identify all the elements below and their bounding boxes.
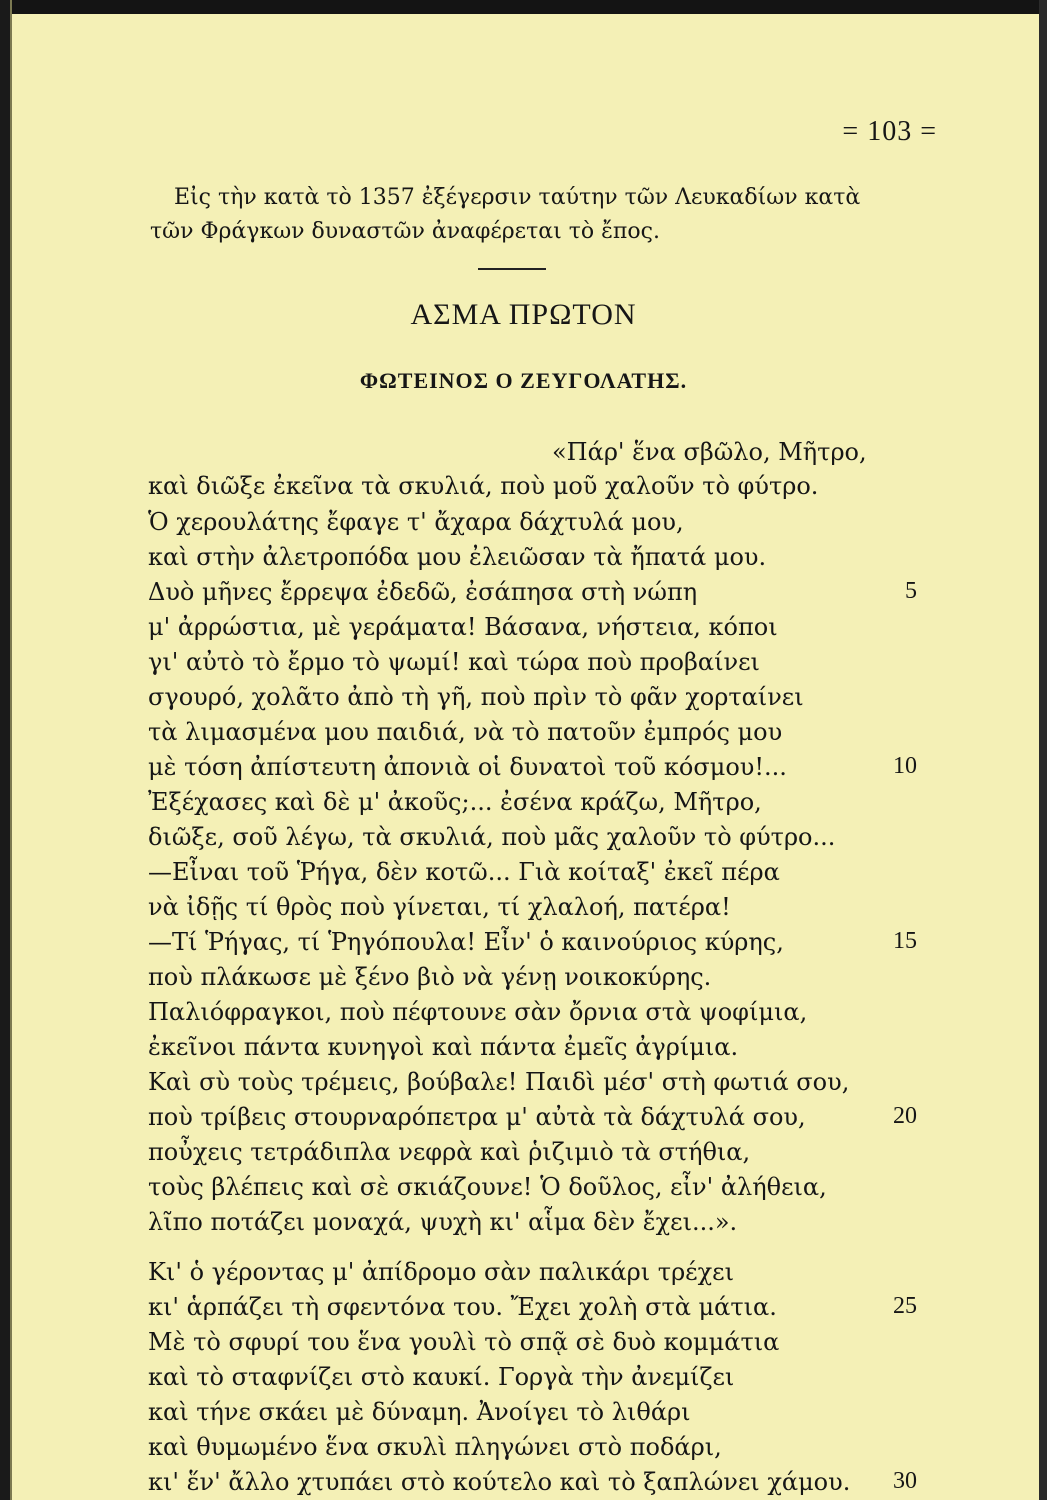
intro-line-1: Εἰς τὴν κατὰ τὸ 1357 ἐξέγερσιν ταύτην τῶν Λευκαδίων κατὰ — [174, 185, 861, 210]
intro-line-2: τῶν Φράγκων δυναστῶν ἀναφέρεται τὸ ἔπος. — [150, 219, 660, 244]
verse-line: τὰ λιμασμένα μου παιδιά, νὰ τὸ πατοῦν ἐμπρός μου — [148, 718, 783, 746]
line-number: 15 — [893, 928, 917, 954]
verse-line: κι' ἕν' ἄλλο χτυπάει στὸ κούτελο καὶ τὸ ξαπλώνει χάμου. — [148, 1468, 851, 1496]
verse-line: κι' ἁρπάζει τὴ σφεντόνα του. Ἔχει χολὴ στὰ μάτια. — [148, 1293, 777, 1321]
verse-line: καὶ θυμωμένο ἕνα σκυλὶ πληγώνει στὸ ποδάρι, — [148, 1433, 722, 1461]
verse-line: ποὺ τρίβεις στουρναρόπετρα μ' αὐτὰ τὰ δάχτυλά σου, — [148, 1103, 806, 1131]
scan-border-right — [1039, 0, 1047, 1500]
verse-line: ποὖχεις τετράδιπλα νεφρὰ καὶ ῥιζιμιὸ τὰ στήθια, — [148, 1138, 751, 1166]
verse-line: διῶξε, σοῦ λέγω, τὰ σκυλιά, ποὺ μᾶς χαλοῦν τὸ φύτρο... — [148, 823, 836, 851]
verse-line: τοὺς βλέπεις καὶ σὲ σκιάζουνε! Ὁ δοῦλος, εἶν' ἀλήθεια, — [148, 1173, 827, 1201]
verse-line: —Τί Ῥήγας, τί Ῥηγόπουλα! Εἶν' ὁ καινούριος κύρης, — [148, 928, 784, 956]
section-divider — [478, 268, 546, 270]
verse-line: σγουρό, χολᾶτο ἀπὸ τὴ γῆ, ποὺ πρὶν τὸ φᾶν χορταίνει — [148, 683, 804, 711]
line-number: 20 — [893, 1103, 917, 1129]
verse-line: «Πάρ' ἕνα σβῶλο, Μῆτρο, — [552, 438, 867, 466]
scan-border-left — [0, 0, 10, 1500]
page-edge-line — [10, 0, 12, 1500]
line-number: 25 — [893, 1293, 917, 1319]
song-subtitle: ΦΩΤΕΙΝΟΣ Ο ΖΕΥΓΟΛΑΤΗΣ. — [359, 368, 688, 393]
line-number: 5 — [905, 578, 917, 604]
line-number: 10 — [893, 753, 917, 779]
verse-line: Καὶ σὺ τοὺς τρέμεις, βούβαλε! Παιδὶ μέσ' στὴ φωτιά σου, — [148, 1068, 850, 1096]
verse-line: Δυὸ μῆνες ἔρρεψα ἐδεδῶ, ἐσάπησα στὴ νώπη — [148, 578, 698, 606]
verse-line: ἐκεῖνοι πάντα κυνηγοὶ καὶ πάντα ἐμεῖς ἀγρίμια. — [148, 1033, 739, 1061]
verse-line: καὶ τήνε σκάει μὲ δύναμη. Ἀνοίγει τὸ λιθάρι — [148, 1398, 691, 1426]
verse-line: Ἐξέχασες καὶ δὲ μ' ἀκοῦς;... ἐσένα κράζω, Μῆτρο, — [148, 788, 762, 816]
verse-line: καὶ στὴν ἀλετροπόδα μου ἐλειῶσαν τὰ ἤπατά μου. — [148, 543, 767, 571]
verse-line: —Εἶναι τοῦ Ῥήγα, δὲν κοτῶ... Γιὰ κοίταξ' ἐκεῖ πέρα — [148, 858, 780, 886]
verse-line: Ὁ χερουλάτης ἔφαγε τ' ἄχαρα δάχτυλά μου, — [148, 508, 684, 536]
verse-line: καὶ τὸ σταφνίζει στὸ καυκί. Γοργὰ τὴν ἀνεμίζει — [148, 1363, 735, 1391]
verse-line: λῖπο ποτάζει μοναχά, ψυχὴ κι' αἷμα δὲν ἔχει...». — [148, 1208, 738, 1236]
verse-line: γι' αὐτὸ τὸ ἔρμο τὸ ψωμί! καὶ τώρα ποὺ προβαίνει — [148, 648, 760, 676]
scan-border-top — [0, 0, 1047, 14]
line-number: 30 — [893, 1468, 917, 1494]
song-title: ΑΣΜΑ ΠΡΩΤΟΝ — [410, 298, 637, 331]
verse-line: Κι' ὁ γέροντας μ' ἀπίδρομο σὰν παλικάρι τρέχει — [148, 1258, 734, 1286]
verse-line: καὶ διῶξε ἐκεῖνα τὰ σκυλιά, ποὺ μοῦ χαλοῦν τὸ φύτρο. — [148, 472, 819, 500]
verse-line: Μὲ τὸ σφυρί του ἕνα γουλὶ τὸ σπᾷ σὲ δυὸ κομμάτια — [148, 1328, 780, 1356]
verse-line: μ' ἀρρώστια, μὲ γεράματα! Βάσανα, νήστεια, κόποι — [148, 613, 778, 641]
verse-line: μὲ τόση ἀπίστευτη ἀπονιὰ οἱ δυνατοὶ τοῦ κόσμου!... — [148, 753, 787, 781]
page-number: = 103 = — [842, 116, 937, 147]
verse-line: ποὺ πλάκωσε μὲ ξένο βιὸ νὰ γένῃ νοικοκύρης. — [148, 963, 712, 991]
verse-line: Παλιόφραγκοι, ποὺ πέφτουνε σὰν ὄρνια στὰ ψοφίμια, — [148, 998, 808, 1026]
verse-line: νὰ ἰδῇς τί θρὸς ποὺ γίνεται, τί χλαλοή, πατέρα! — [148, 893, 731, 921]
